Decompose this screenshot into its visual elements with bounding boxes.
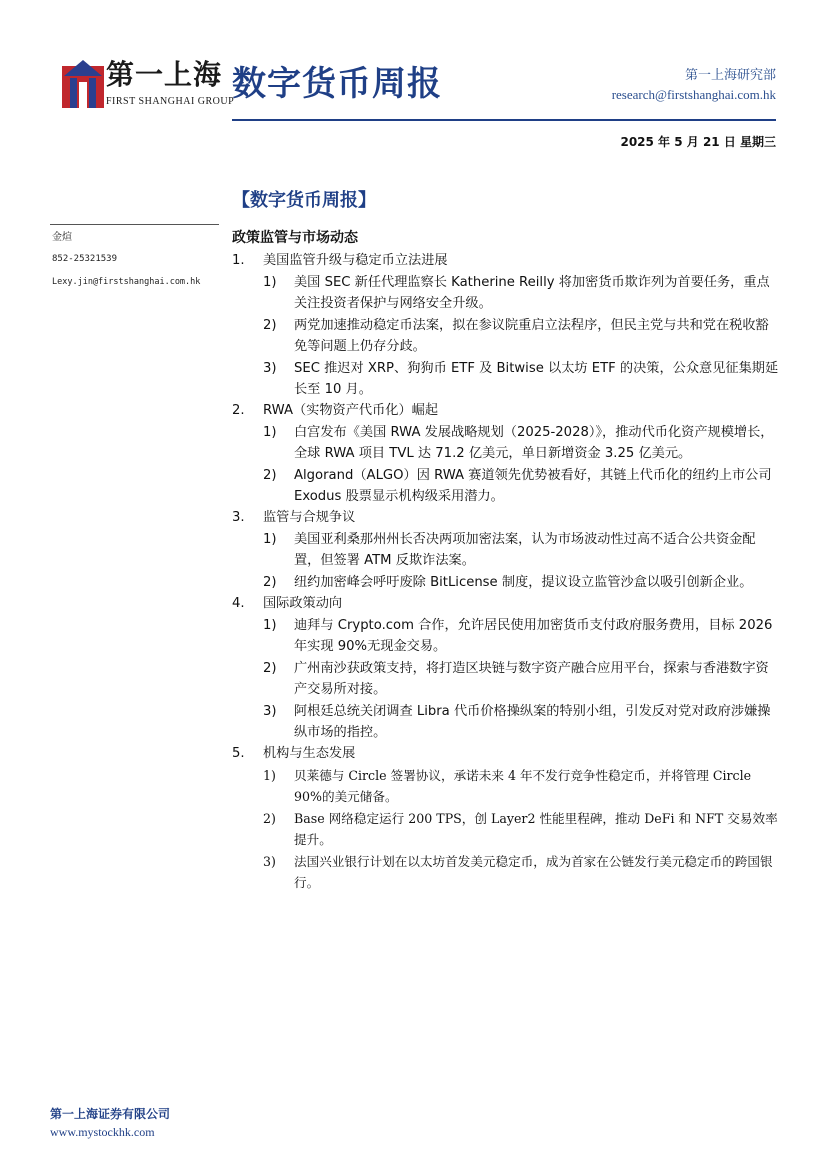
news-item-number: 2) — [263, 468, 277, 483]
footer-website[interactable]: www.mystockhk.com — [50, 1125, 155, 1139]
news-item-text: Base 网络稳定运行 200 TPS，创 Layer2 性能里程碑，推动 DeFi 和 NFT 交易效率提升。 — [294, 811, 778, 847]
news-item — [232, 701, 780, 743]
news-item-text: 白宫发布《美国 RWA 发展战略规划（2025-2028）》，推动代币化资产规模增长，全球 RWA 项目 TVL 达 71.2 亿美元，单日新增资金 3.25 亿美元。 — [294, 425, 774, 461]
category-title: 监管与合规争议 — [263, 510, 356, 525]
news-item-number: 1) — [263, 532, 277, 547]
news-item — [232, 465, 780, 507]
news-item-number: 3) — [263, 704, 277, 719]
category-block — [232, 593, 780, 743]
news-item-number: 1) — [263, 275, 277, 290]
news-item-number: 2) — [263, 661, 277, 676]
news-item-text: 法国兴业银行计划在以太坊首发美元稳定币，成为首家在公链发行美元稳定币的跨国银行。 — [294, 854, 773, 890]
news-item-number: 2) — [263, 811, 276, 826]
news-item — [232, 808, 780, 850]
category-heading — [232, 743, 780, 764]
sidebar-divider — [50, 224, 219, 225]
category-title: RWA（实物资产代币化）崛起 — [263, 403, 439, 418]
department-name: 第一上海研究部 — [684, 67, 776, 82]
news-item — [232, 615, 780, 657]
news-item-number: 2) — [263, 318, 277, 333]
logo-english-text: FIRST SHANGHAI GROUP — [106, 96, 235, 107]
analyst-phone: 852-25321539 — [52, 254, 118, 264]
news-item — [232, 572, 780, 593]
news-item-text: 阿根廷总统关闭调查 Libra 代币价格操纵案的特别小组，引发反对党对政府涉嫌操纵市场的指控。 — [294, 704, 771, 740]
news-item-text: 广州南沙获政策支持，将打造区块链与数字资产融合应用平台，探索与香港数字资产交易所对接。 — [294, 661, 769, 697]
category-heading — [232, 250, 780, 271]
subheading: 政策监管与市场动态 — [232, 230, 358, 246]
analyst-email[interactable]: Lexy.jin@firstshanghai.com.hk — [52, 277, 201, 287]
news-item-text: Algorand（ALGO）因 RWA 赛道领先优势被看好，其链上代币化的纽约上市公司 Exodus 股票显示机构级采用潜力。 — [294, 468, 772, 504]
category-block — [232, 507, 780, 593]
news-item-text: SEC 推迟对 XRP、狗狗币 ETF 及 Bitwise 以太坊 ETF 的决策，公众意见征集期延长至 10 月。 — [294, 361, 779, 397]
news-item-number: 1) — [263, 425, 277, 440]
news-item — [232, 529, 780, 571]
news-item-number: 3) — [263, 361, 277, 376]
news-list — [232, 250, 780, 893]
news-item-number: 1) — [263, 618, 277, 633]
section-title: 【数字货币周报】 — [232, 190, 376, 211]
news-item-text: 两党加速推动稳定币法案，拟在参议院重启立法程序，但民主党与共和党在税收豁免等问题上仍存分歧。 — [294, 318, 769, 354]
category-number: 4. — [232, 596, 245, 611]
news-item — [232, 765, 780, 807]
category-title: 机构与生态发展 — [263, 746, 356, 761]
news-item — [232, 272, 780, 314]
category-heading — [232, 593, 780, 614]
news-item-number: 1) — [263, 768, 276, 783]
news-item-text: 美国 SEC 新任代理监察长 Katherine Reilly 将加密货币欺诈列为首要任务，重点关注投资者保护与网络安全升级。 — [294, 275, 770, 311]
category-number: 2. — [232, 403, 245, 418]
category-number: 5. — [232, 746, 245, 761]
news-item — [232, 658, 780, 700]
category-title: 国际政策动向 — [263, 596, 343, 611]
report-title: 数字货币周报 — [232, 64, 442, 104]
report-date: 2025 年 5 月 21 日 星期三 — [620, 135, 776, 149]
category-heading — [232, 400, 780, 421]
news-item — [232, 851, 780, 893]
news-item-text: 美国亚利桑那州州长否决两项加密法案，认为市场波动性过高不适合公共资金配置，但签署 ATM 反欺诈法案。 — [294, 532, 756, 568]
logo-chinese-text: 第一上海 — [106, 58, 223, 91]
news-item — [232, 422, 780, 464]
news-item-text: 迪拜与 Crypto.com 合作，允许居民使用加密货币支付政府服务费用，目标 2026 年实现 90%无现金交易。 — [294, 618, 773, 654]
category-number: 3. — [232, 510, 245, 525]
category-number: 1. — [232, 253, 245, 268]
category-title: 美国监管升级与稳定币立法进展 — [263, 253, 448, 268]
category-block — [232, 250, 780, 400]
footer-company: 第一上海证券有限公司 — [50, 1107, 171, 1121]
news-item — [232, 358, 780, 400]
news-item-text: 纽约加密峰会呼吁废除 BitLicense 制度，提议设立监管沙盒以吸引创新企业。 — [294, 575, 753, 590]
header-divider — [232, 119, 776, 121]
analyst-name: 金煊 — [52, 232, 72, 243]
category-block — [232, 743, 780, 893]
category-heading — [232, 507, 780, 528]
category-block — [232, 400, 780, 507]
department-email[interactable]: research@firstshanghai.com.hk — [611, 87, 776, 102]
news-item-number: 3) — [263, 854, 276, 869]
news-item-text: 贝莱德与 Circle 签署协议，承诺未来 4 年不发行竞争性稳定币，并将管理 Circle 90%的美元储备。 — [294, 768, 752, 804]
logo-building-icon — [62, 58, 104, 108]
news-item-number: 2) — [263, 575, 277, 590]
news-item — [232, 315, 780, 357]
company-logo — [62, 58, 235, 114]
